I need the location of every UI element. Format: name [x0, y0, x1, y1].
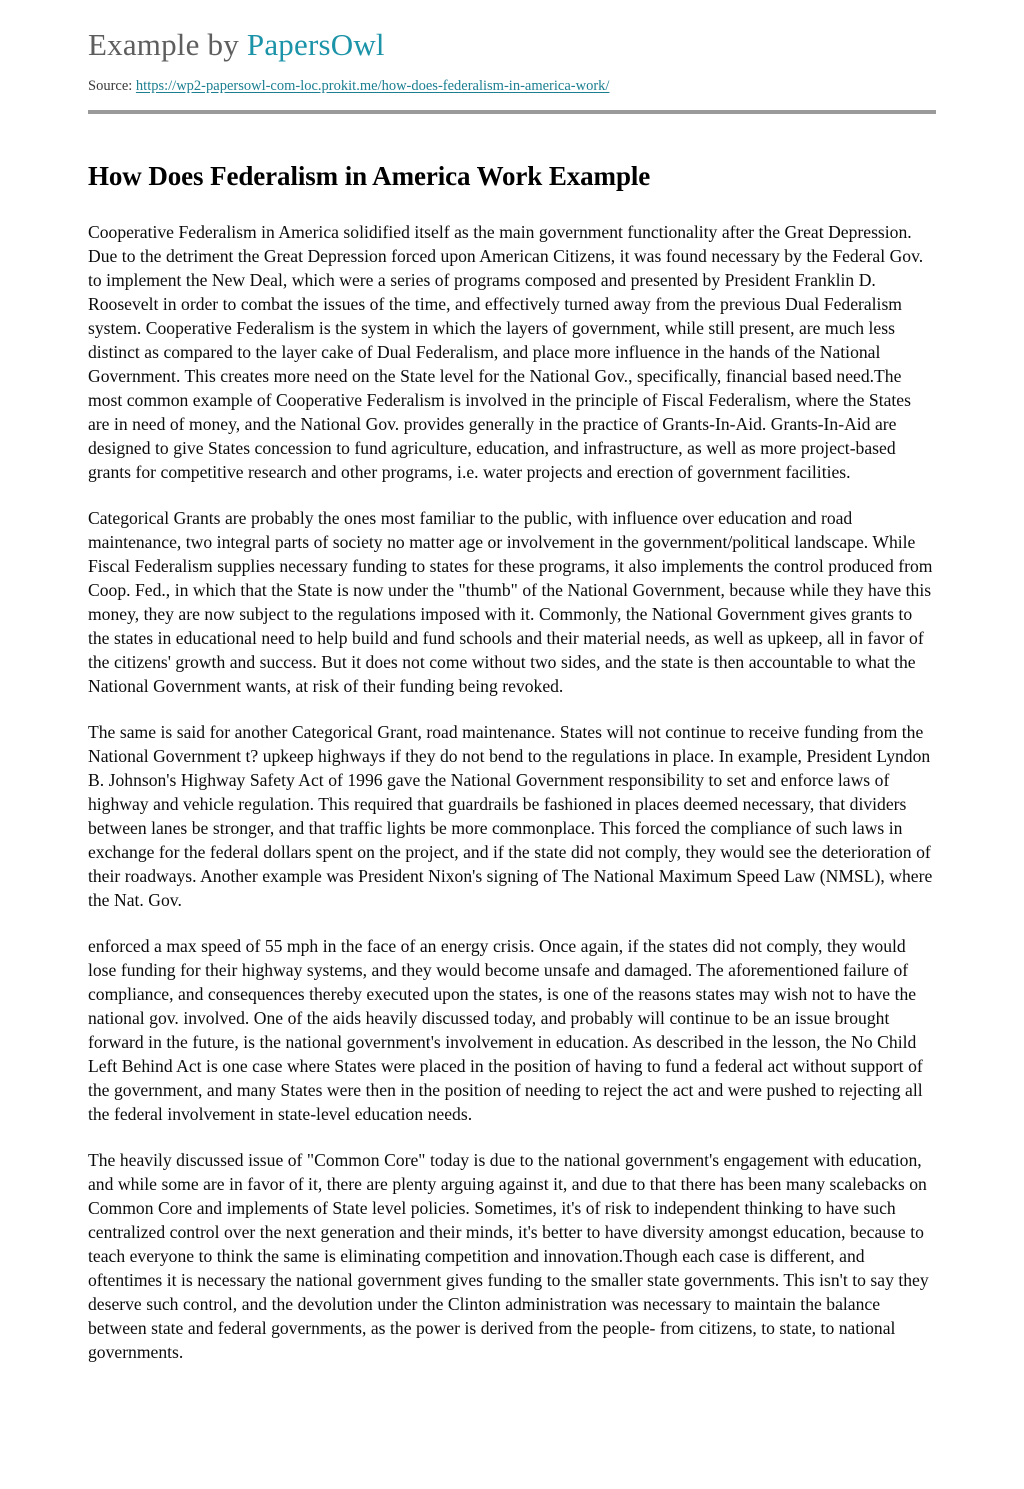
body-paragraph: The heavily discussed issue of "Common Core" today is due to the national government's engagement with education, and while some are in favor of it, there are plenty arguing against it, and due to that there has been many scalebacks on Common Core and implements of State level policies. Sometimes, it's of risk to independent thinking to have such centralized control over the next generation and their minds, it's better to have diversity amongst education, because to teach everyone to think the same is eliminating competition and innovation.Though each case is different, and oftentimes it is necessary the national government gives funding to the smaller state governments. This isn't to say they deserve such control, and the devolution under the Clinton administration was necessary to maintain the balance between state and federal governments, as the power is derived from the people- from citizens, to state, to national governments.	[88, 1149, 929, 1362]
document-body	[0, 160, 1024, 1364]
body-paragraph: enforced a max speed of 55 mph in the face of an energy crisis. Once again, if the states did not comply, they would lose funding for their highway systems, and they would become unsafe and damaged. The aforementioned failure of compliance, and consequences thereby executed upon the states, is one of the reasons states may wish not to have the national gov. involved. One of the aids heavily discussed today, and probably will continue to be an issue brought forward in the future, is the national government's involvement in education. As described in the lesson, the No Child Left Behind Act is one case where States were placed in the position of having to fund a federal act without support of the government, and many States were then in the position of needing to reject the act and were pushed to rejecting all the federal involvement in state-level education needs.	[88, 935, 923, 1124]
brand-name-text: PapersOwl	[246, 27, 385, 62]
body-paragraph: The same is said for another Categorical Grant, road maintenance. States will not continue to receive funding from the National Government t? upkeep highways if they do not bend to the regulations in place. In example, President Lyndon B. Johnson's Highway Safety Act of 1996 gave the National Government responsibility to set and enforce laws of highway and vehicle regulation. This required that guardrails be fashioned in places deemed necessary, that dividers between lanes be stronger, and that traffic lights be more commonplace. This forced the compliance of such laws in exchange for the federal dollars spent on the project, and if the state did not comply, they would see the deterioration of their roadways. Another example was President Nixon's signing of The National Maximum Speed Law (NMSL), where the Nat. Gov.	[88, 721, 933, 910]
document-header	[0, 0, 1024, 96]
header-divider	[88, 110, 936, 114]
source-label: Source:	[88, 77, 133, 94]
brand-heading	[88, 26, 936, 64]
body-paragraph: Categorical Grants are probably the ones most familiar to the public, with influence over education and road maintenance, two integral parts of society no matter age or involvement in the government/political landscape. While Fiscal Federalism supplies necessary funding to states for these programs, it also implements the control produced from Coop. Fed., in which that the State is now under the "thumb" of the National Government, because while they have this money, they are now subject to the regulations imposed with it. Commonly, the National Government gives grants to the states in educational need to help build and fund schools and their material needs, as well as upkeep, all in favor of the citizens' growth and success. But it does not come without two sides, and the state is then accountable to what the National Government wants, at risk of their funding being revoked.	[88, 507, 933, 696]
page-title: How Does Federalism in America Work Example	[88, 161, 651, 192]
body-paragraph: Cooperative Federalism in America solidified itself as the main government functionality after the Great Depression. Due to the detriment the Great Depression forced upon American Citizens, it was found necessary by the Federal Gov. to implement the New Deal, which were a series of programs composed and presented by President Franklin D. Roosevelt in order to combat the issues of the time, and effectively turned away from the previous Dual Federalism system. Cooperative Federalism is the system in which the layers of government, while still present, are much less distinct as compared to the layer cake of Dual Federalism, and place more influence in the hands of the National Government. This creates more need on the State level for the National Gov., specifically, financial based need.The most common example of Cooperative Federalism is involved in the principle of Fiscal Federalism, where the States are in need of money, and the National Gov. provides generally in the practice of Grants-In-Aid. Grants-In-Aid are designed to give States concession to fund agriculture, education, and infrastructure, as well as more project-based grants for competitive research and other programs, i.e. water projects and erection of government facilities.	[88, 221, 924, 482]
source-line	[88, 76, 936, 96]
source-url-link[interactable]: https://wp2-papersowl-com-loc.prokit.me/how-does-federalism-in-america-work/	[135, 77, 610, 94]
brand-prefix-text: Example by	[88, 27, 247, 62]
